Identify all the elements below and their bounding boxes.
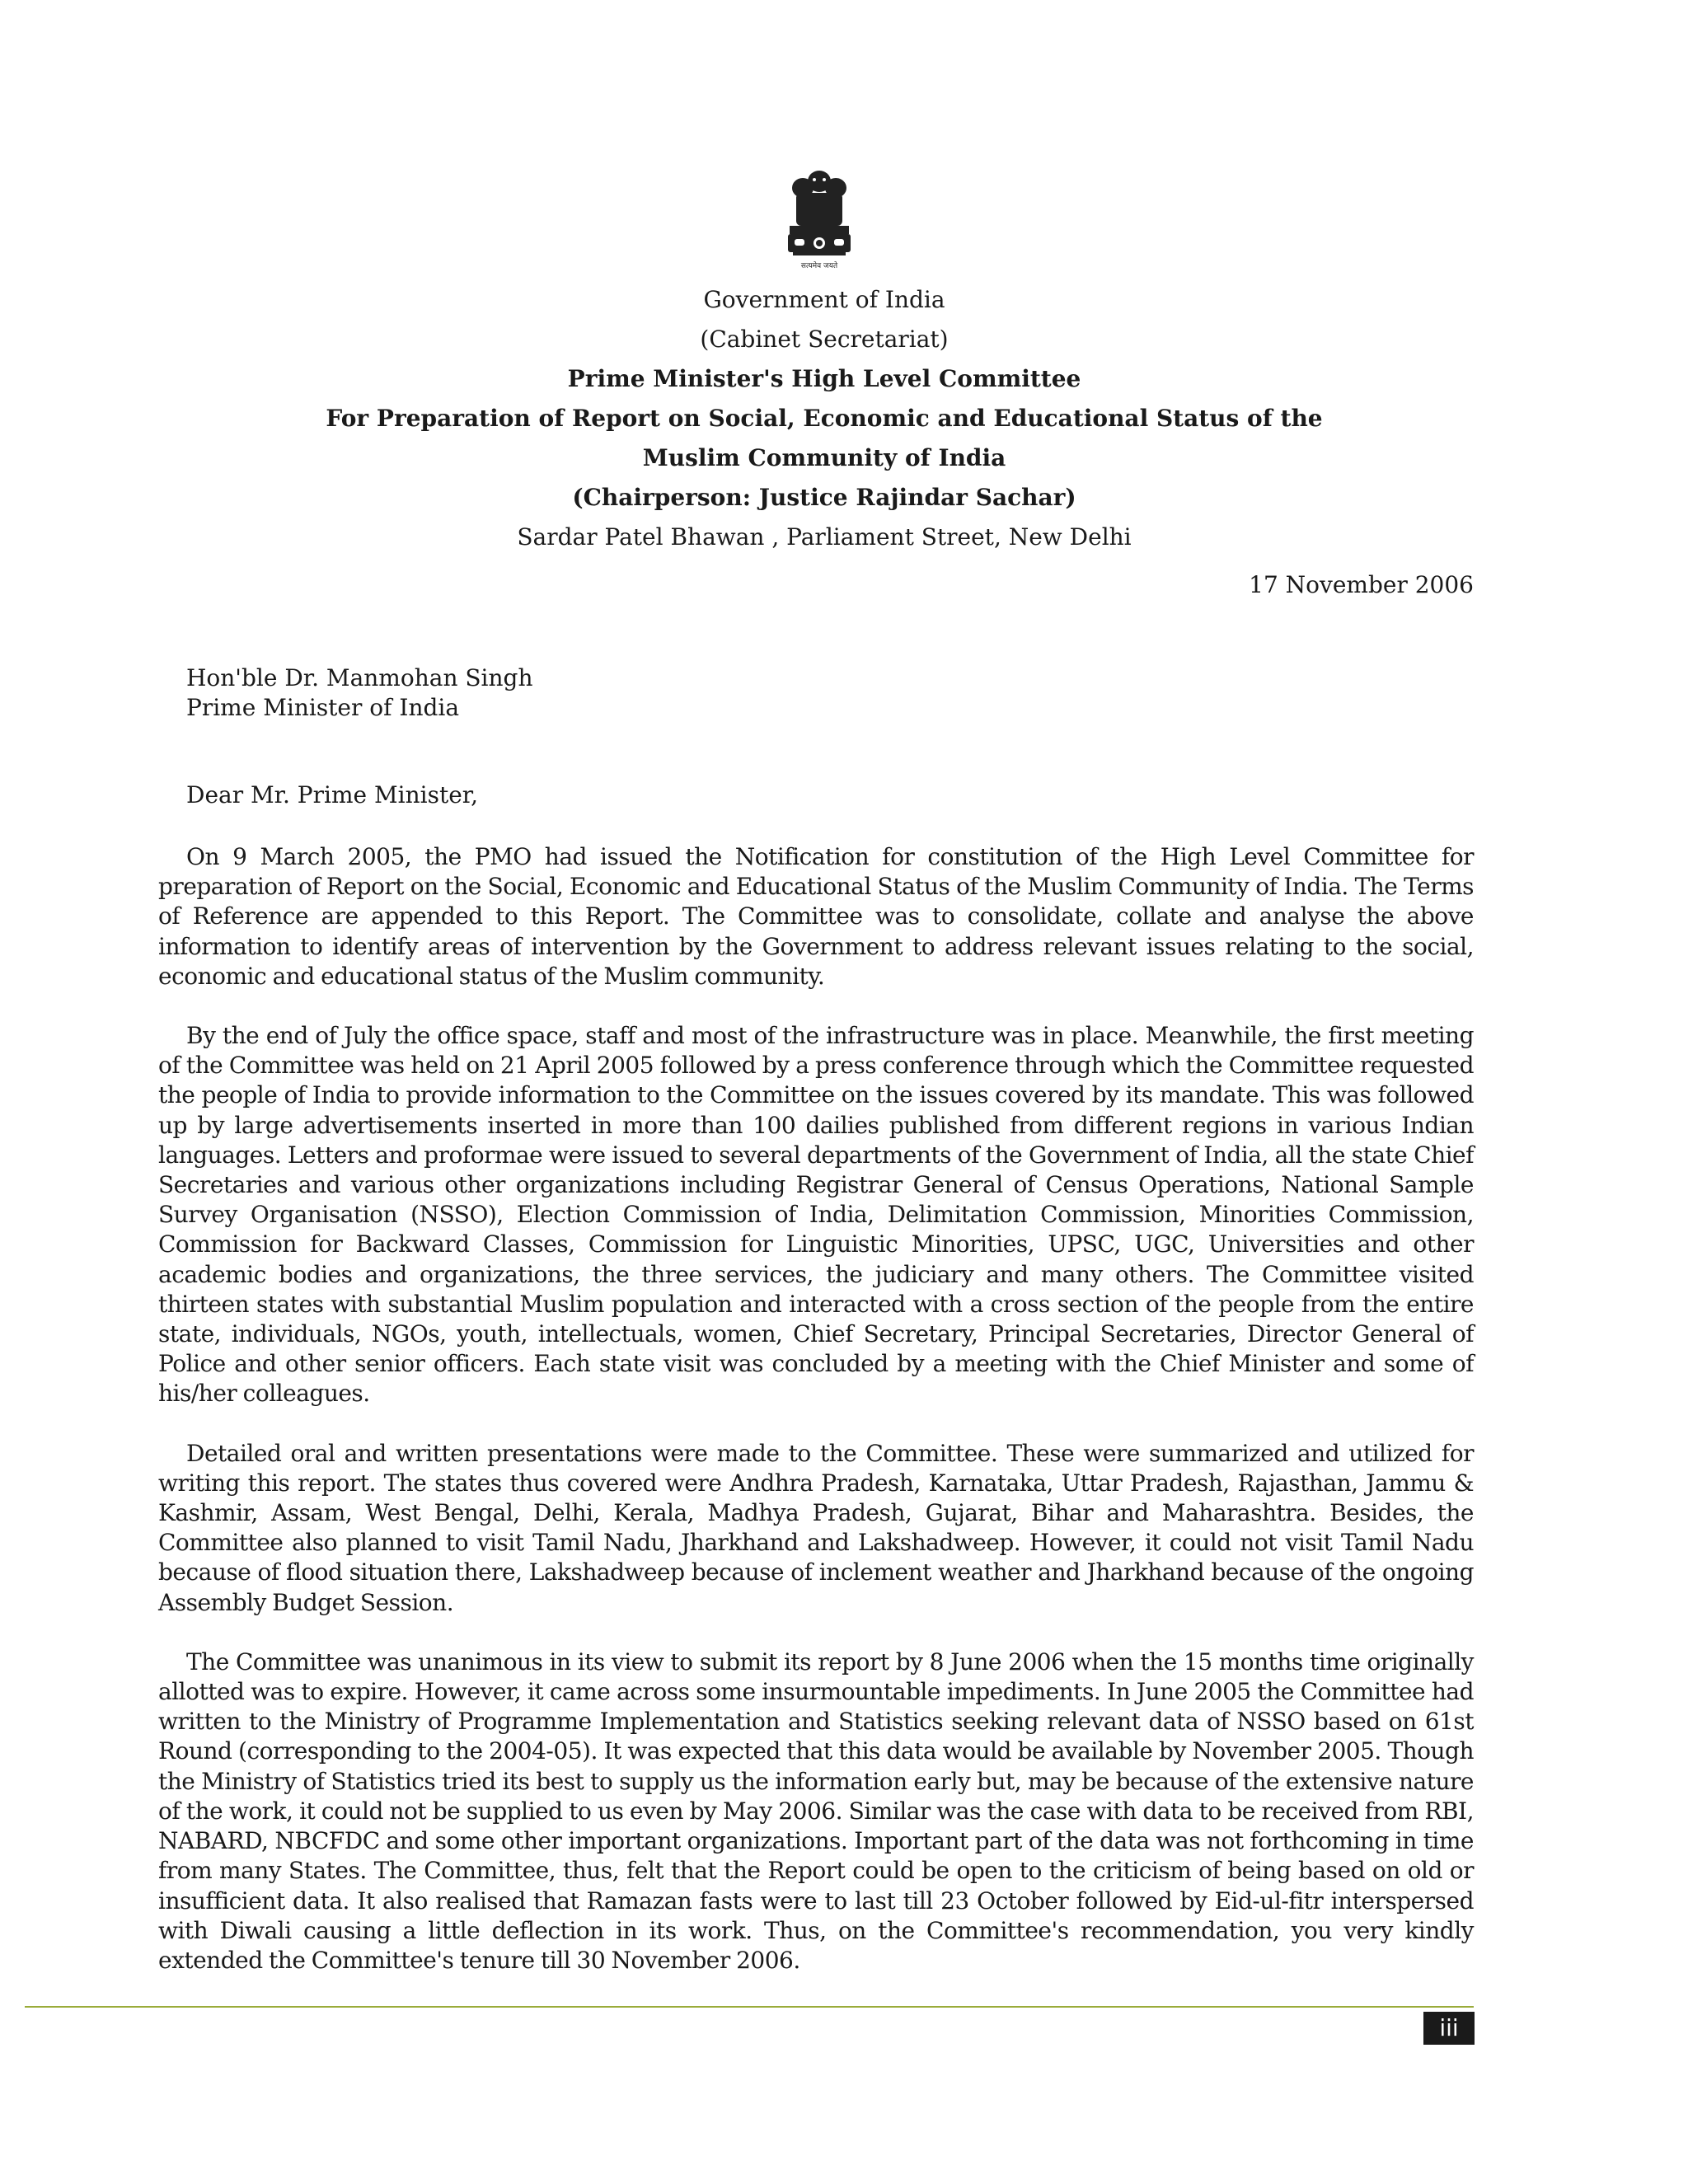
page-number: iii — [1423, 2012, 1475, 2045]
body-paragraph-2: By the end of July the office space, staff and most of the infrastructure was in place. Meanwhile, the first meeting of the Committee was held on 21 April 2005 followed by a press conference through which the Committee requested the people of India to provide information to the Committee on the issues covered by its mandate. This was followed up by large advertisements inserted in more than 100 dailies published from different regions in various Indian languages. Letters and proformae were issued to several departments of the Government of India, all the state Chief Secretaries and various other organizations including Registrar General of Census Operations, National Sample Survey Organisation (NSSO), Election Commission of India, Delimitation Commission, Minorities Commission, Commission for Backward Classes, Commission for Linguistic Minorities, UPSC, UGC, Universities and other academic bodies and organizations, the three services, the judiciary and many others. The Committee visited thirteen states with substantial Muslim population and interacted with a cross section of the people from the entire state, individuals, NGOs, youth, intellectuals, women, Chief Secretary, Principal Secretaries, Director General of Police and other senior officers. Each state visit was concluded by a meeting with the Chief Minister and some of his/her colleagues. — [158, 1022, 1474, 1408]
body-paragraph-4: The Committee was unanimous in its view to submit its report by 8 June 2006 when the 15 months time originally allotted was to expire. However, it came across some insurmountable impediments. In June 2005 the Committee had written to the Ministry of Programme Implementation and Statistics seeking relevant data of NSSO based on 61st Round (corresponding to the 2004-05). It was expected that this data would be available by November 2005. Though the Ministry of Statistics tried its best to supply us the information early but, may be because of the extensive nature of the work, it could not be supplied to us even by May 2006. Similar was the case with data to be received from RBI, NABARD, NBCFDC and some other important organizations. Important part of the data was not forthcoming in time from many States. The Committee, thus, felt that the Report could be open to the criticism of being based on old or insufficient data. It also realised that Ramazan fasts were to last till 23 October followed by Eid-ul-fitr interspersed with Diwali causing a little deflection in its work. Thus, on the Committee's recommendation, you very kindly extended the Committee's tenure till 30 November 2006. — [158, 1647, 1474, 1974]
footer-divider — [25, 2006, 1474, 2008]
letter-body — [158, 842, 1474, 2005]
body-paragraph-3: Detailed oral and written presentations were made to the Committee. These were summarized and utilized for writing this report. The states thus covered were Andhra Pradesh, Karnataka, Uttar Pradesh, Rajasthan, Jammu & Kashmir, Assam, West Bengal, Delhi, Kerala, Madhya Pradesh, Gujarat, Bihar and Maharashtra. Besides, the Committee also planned to visit Tamil Nadu, Jharkhand and Lakshadweep. However, it could not visit Tamil Nadu because of flood situation there, Lakshadweep because of inclement weather and Jharkhand because of the ongoing Assembly Budget Session. — [158, 1439, 1474, 1616]
addressee — [186, 663, 533, 723]
emblem-motto: सत्यमेव जयते — [800, 262, 838, 270]
header-committee: Prime Minister's High Level Committee — [567, 365, 1081, 392]
addressee-title: Prime Minister of India — [186, 694, 460, 721]
national-emblem — [778, 165, 860, 272]
letterhead — [0, 280, 1648, 557]
letter-date: 17 November 2006 — [1249, 571, 1474, 598]
header-address: Sardar Patel Bhawan , Parliament Street, New Delhi — [517, 523, 1132, 551]
header-government: Government of India — [703, 286, 945, 313]
header-secretariat: (Cabinet Secretariat) — [700, 326, 949, 353]
addressee-name: Hon'ble Dr. Manmohan Singh — [186, 664, 533, 691]
body-paragraph-1: On 9 March 2005, the PMO had issued the Notification for constitution of the High Level Committee for preparation of Report on the Social, Economic and Educational Status of the Muslim Community of India. The Terms of Reference are appended to this Report. The Committee was to consolidate, collate and analyse the above information to identify areas of intervention by the Government to address relevant issues relating to the social, economic and educational status of the Muslim community. — [158, 843, 1474, 990]
header-chairperson: (Chairperson: Justice Rajindar Sachar) — [572, 484, 1076, 511]
header-purpose: For Preparation of Report on Social, Economic and Educational Status of the — [326, 405, 1323, 432]
header-community: Muslim Community of India — [642, 444, 1006, 471]
salutation: Dear Mr. Prime Minister, — [186, 781, 478, 808]
